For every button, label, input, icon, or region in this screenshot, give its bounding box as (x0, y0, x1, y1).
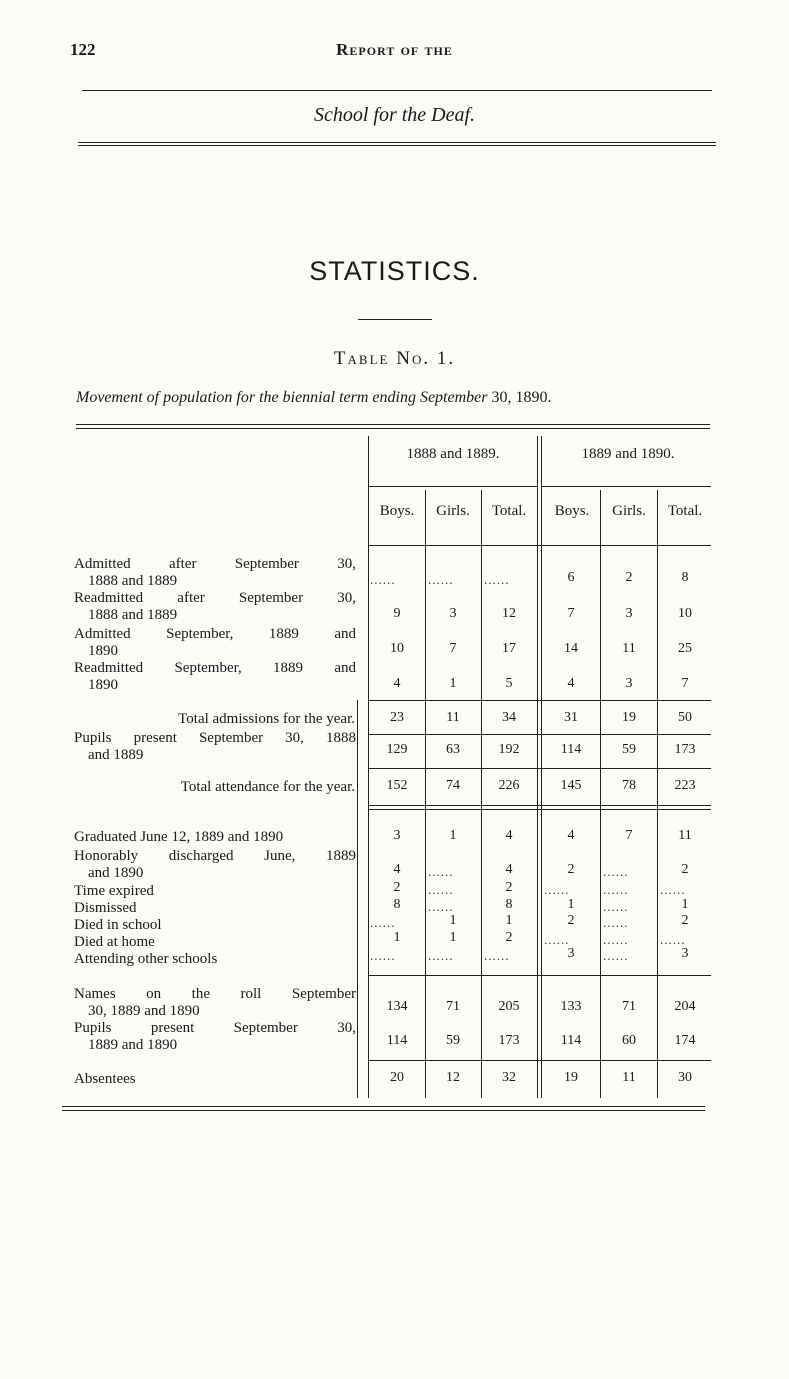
row-label-line-1: Attending other schools (74, 951, 218, 967)
header-rule (82, 90, 712, 91)
table-cell: 30 (678, 1070, 692, 1085)
empty-cell-leader: ...... (603, 948, 629, 963)
table-cell: 5 (505, 676, 513, 691)
column-rule (481, 490, 482, 1098)
table-cell: 11 (446, 710, 460, 725)
table-cell: 204 (674, 999, 696, 1014)
row-label-line-1: Died at home (74, 934, 155, 950)
row-label (74, 951, 356, 968)
table-cell: 2 (567, 913, 575, 928)
subhead: School for the Deaf. (313, 104, 476, 126)
row-label (74, 848, 356, 882)
row-label (74, 986, 356, 1020)
col-header-boys-2: Boys. (554, 503, 590, 519)
table-bottom-rule (62, 1106, 705, 1107)
subhead-rule (78, 142, 716, 143)
table-cell: 1 (449, 930, 457, 945)
table-cell: 114 (560, 742, 582, 757)
table-cell: 11 (622, 1070, 636, 1085)
row-label-line-1: Admitted September, 1889 and (74, 626, 356, 642)
row-label-line-1: Pupils present September 30, 1888 (74, 730, 356, 746)
table-cell: 19 (622, 710, 636, 725)
row-label-line-2: 1890 (88, 643, 118, 659)
caption-tail: 30, 1890. (491, 389, 552, 406)
table-cell: 34 (502, 710, 516, 725)
table-cell: 6 (567, 570, 575, 585)
column-header-rule (368, 545, 711, 546)
row-label-line-1: Pupils present September 30, (74, 1020, 356, 1036)
table-cell: 4 (393, 676, 401, 691)
row-label-line-1: Graduated June 12, 1889 and 1890 (74, 829, 284, 845)
table-cell: 12 (446, 1070, 460, 1085)
row-label-line-2: 1888 and 1889 (88, 573, 178, 589)
table-cell: 2 (393, 880, 401, 895)
table-cell: 7 (681, 676, 689, 691)
table-cell: 3 (625, 676, 633, 691)
table-cell: 32 (502, 1070, 516, 1085)
table-cell: 4 (567, 676, 575, 691)
table-cell: 2 (505, 880, 513, 895)
group-header-1889-1890: 1889 and 1890. (581, 446, 675, 462)
table-top-rule-2 (76, 428, 710, 429)
row-label (100, 711, 355, 728)
row-label-line-1: Names on the roll September (74, 986, 356, 1002)
empty-cell-leader: ...... (370, 572, 396, 587)
row-label-line-2: 1890 (88, 677, 118, 693)
title-divider (358, 319, 432, 320)
table-cell: 134 (386, 999, 408, 1014)
empty-cell-leader: ...... (660, 932, 686, 947)
table-cell: 3 (567, 946, 575, 961)
table-cell: 59 (622, 742, 636, 757)
table-top-rule (76, 424, 710, 425)
table-caption (76, 389, 551, 407)
subhead-rule-lower (78, 145, 716, 146)
row-label (74, 883, 356, 900)
label-column-rule (357, 700, 358, 1098)
caption-text: Movement of population for the biennial term ending September (76, 389, 488, 406)
empty-cell-leader: ...... (428, 864, 454, 879)
table-cell: 145 (560, 778, 582, 793)
column-rule (657, 490, 658, 1098)
table-cell: 59 (446, 1033, 460, 1048)
running-head: Report of the (336, 40, 453, 59)
table-cell: 14 (564, 641, 578, 656)
empty-cell-leader: ...... (544, 932, 570, 947)
table-cell: 4 (567, 828, 575, 843)
table-cell: 20 (390, 1070, 404, 1085)
table-cell: 12 (502, 606, 516, 621)
empty-cell-leader: ...... (603, 864, 629, 879)
row-label-line-1: Dismissed (74, 900, 137, 916)
table-cell: 2 (505, 930, 513, 945)
table-cell: 10 (678, 606, 692, 621)
row-label-line-1: Absentees (74, 1071, 136, 1087)
row-label-line-2: 1889 and 1890 (88, 1037, 178, 1053)
table-cell: 1 (393, 930, 401, 945)
row-label (74, 730, 356, 764)
row-label-line-1: Readmitted after September 30, (74, 590, 356, 606)
table-cell: 7 (449, 641, 457, 656)
empty-cell-leader: ...... (428, 948, 454, 963)
column-rule (537, 436, 538, 1098)
table-cell: 192 (498, 742, 520, 757)
table-cell: 78 (622, 778, 636, 793)
page-number: 122 (70, 40, 96, 59)
section-title: STATISTICS. (309, 256, 480, 286)
table-cell: 4 (505, 828, 513, 843)
empty-cell-leader: ...... (370, 915, 396, 930)
group-header-1888-1889: 1888 and 1889. (406, 446, 500, 462)
col-header-total-1: Total. (491, 503, 527, 519)
table-cell: 152 (386, 778, 408, 793)
table-cell: 3 (625, 606, 633, 621)
row-label-line-1: Died in school (74, 917, 162, 933)
table-cell: 7 (625, 828, 633, 843)
table-cell: 3 (393, 828, 401, 843)
table-cell: 71 (622, 999, 636, 1014)
table-cell: 2 (681, 913, 689, 928)
row-label (74, 590, 356, 624)
column-rule (600, 490, 601, 1098)
group-header-rule (541, 486, 711, 487)
group-header-rule (368, 486, 537, 487)
col-header-boys-1: Boys. (379, 503, 415, 519)
column-rule (541, 436, 542, 1098)
row-label (74, 556, 356, 590)
col-header-girls-1: Girls. (436, 503, 470, 519)
row-rule (368, 768, 711, 769)
row-rule (368, 734, 711, 735)
empty-cell-leader: ...... (544, 882, 570, 897)
row-label (74, 1020, 356, 1054)
row-label-line-2: 1888 and 1889 (88, 607, 178, 623)
table-cell: 173 (674, 742, 696, 757)
row-rule (368, 975, 711, 976)
table-cell: 2 (681, 862, 689, 877)
table-cell: 1 (567, 897, 575, 912)
table-cell: 205 (498, 999, 520, 1014)
table-cell: 25 (678, 641, 692, 656)
table-cell: 71 (446, 999, 460, 1014)
table-cell: 8 (681, 570, 689, 585)
empty-cell-leader: ...... (603, 899, 629, 914)
row-label-line-1: Honorably discharged June, 1889 (74, 848, 356, 864)
table-cell: 1 (681, 897, 689, 912)
row-label-line-1: Readmitted September, 1889 and (74, 660, 356, 676)
table-cell: 3 (681, 946, 689, 961)
row-label-line-2: 30, 1889 and 1890 (88, 1003, 200, 1019)
table-cell: 4 (393, 862, 401, 877)
table-cell: 4 (505, 862, 513, 877)
row-label (74, 1071, 356, 1088)
row-label-line-1: Admitted after September 30, (74, 556, 356, 572)
table-cell: 173 (498, 1033, 520, 1048)
empty-cell-leader: ...... (428, 882, 454, 897)
row-label (100, 779, 355, 796)
table-title: Table No. 1. (333, 348, 456, 369)
empty-cell-leader: ...... (660, 882, 686, 897)
row-rule (368, 809, 711, 810)
row-label-line-2: and 1889 (88, 747, 144, 763)
row-rule (368, 805, 711, 806)
table-cell: 223 (674, 778, 696, 793)
table-cell: 8 (505, 897, 513, 912)
empty-cell-leader: ...... (370, 948, 396, 963)
table-cell: 2 (567, 862, 575, 877)
table-cell: 10 (390, 641, 404, 656)
table-cell: 11 (622, 641, 636, 656)
table-cell: 9 (393, 606, 401, 621)
row-label-line-1: Time expired (74, 883, 154, 899)
empty-cell-leader: ...... (428, 572, 454, 587)
col-header-girls-2: Girls. (612, 503, 646, 519)
row-label (74, 934, 356, 951)
table-cell: 114 (560, 1033, 582, 1048)
row-rule (368, 1060, 711, 1061)
table-cell: 1 (449, 913, 457, 928)
table-cell: 129 (386, 742, 408, 757)
row-label-line-1: Total admissions for the year. (178, 711, 355, 727)
table-cell: 50 (678, 710, 692, 725)
row-rule (368, 700, 711, 701)
row-label (74, 626, 356, 660)
table-cell: 63 (446, 742, 460, 757)
table-cell: 1 (449, 828, 457, 843)
table-cell: 19 (564, 1070, 578, 1085)
row-label (74, 917, 356, 934)
table-cell: 2 (625, 570, 633, 585)
table-cell: 23 (390, 710, 404, 725)
empty-cell-leader: ...... (603, 915, 629, 930)
table-cell: 133 (560, 999, 582, 1014)
column-rule (425, 490, 426, 1098)
table-cell: 31 (564, 710, 578, 725)
col-header-total-2: Total. (667, 503, 703, 519)
table-cell: 7 (567, 606, 575, 621)
empty-cell-leader: ...... (603, 932, 629, 947)
table-cell: 1 (505, 913, 513, 928)
table-cell: 74 (446, 778, 460, 793)
row-label-line-2: and 1890 (88, 865, 144, 881)
row-label (74, 900, 356, 917)
table-bottom-rule-2 (62, 1110, 705, 1111)
empty-cell-leader: ...... (603, 882, 629, 897)
row-label-line-1: Total attendance for the year. (180, 779, 355, 795)
empty-cell-leader: ...... (484, 948, 510, 963)
row-label (74, 660, 356, 694)
table-cell: 60 (622, 1033, 636, 1048)
table-cell: 1 (449, 676, 457, 691)
column-rule (368, 436, 369, 1098)
table-cell: 11 (678, 828, 692, 843)
empty-cell-leader: ...... (484, 572, 510, 587)
table-cell: 3 (449, 606, 457, 621)
table-cell: 17 (502, 641, 516, 656)
empty-cell-leader: ...... (428, 899, 454, 914)
row-label (74, 829, 356, 846)
table-cell: 226 (498, 778, 520, 793)
table-cell: 114 (386, 1033, 408, 1048)
table-cell: 174 (674, 1033, 696, 1048)
table-cell: 8 (393, 897, 401, 912)
